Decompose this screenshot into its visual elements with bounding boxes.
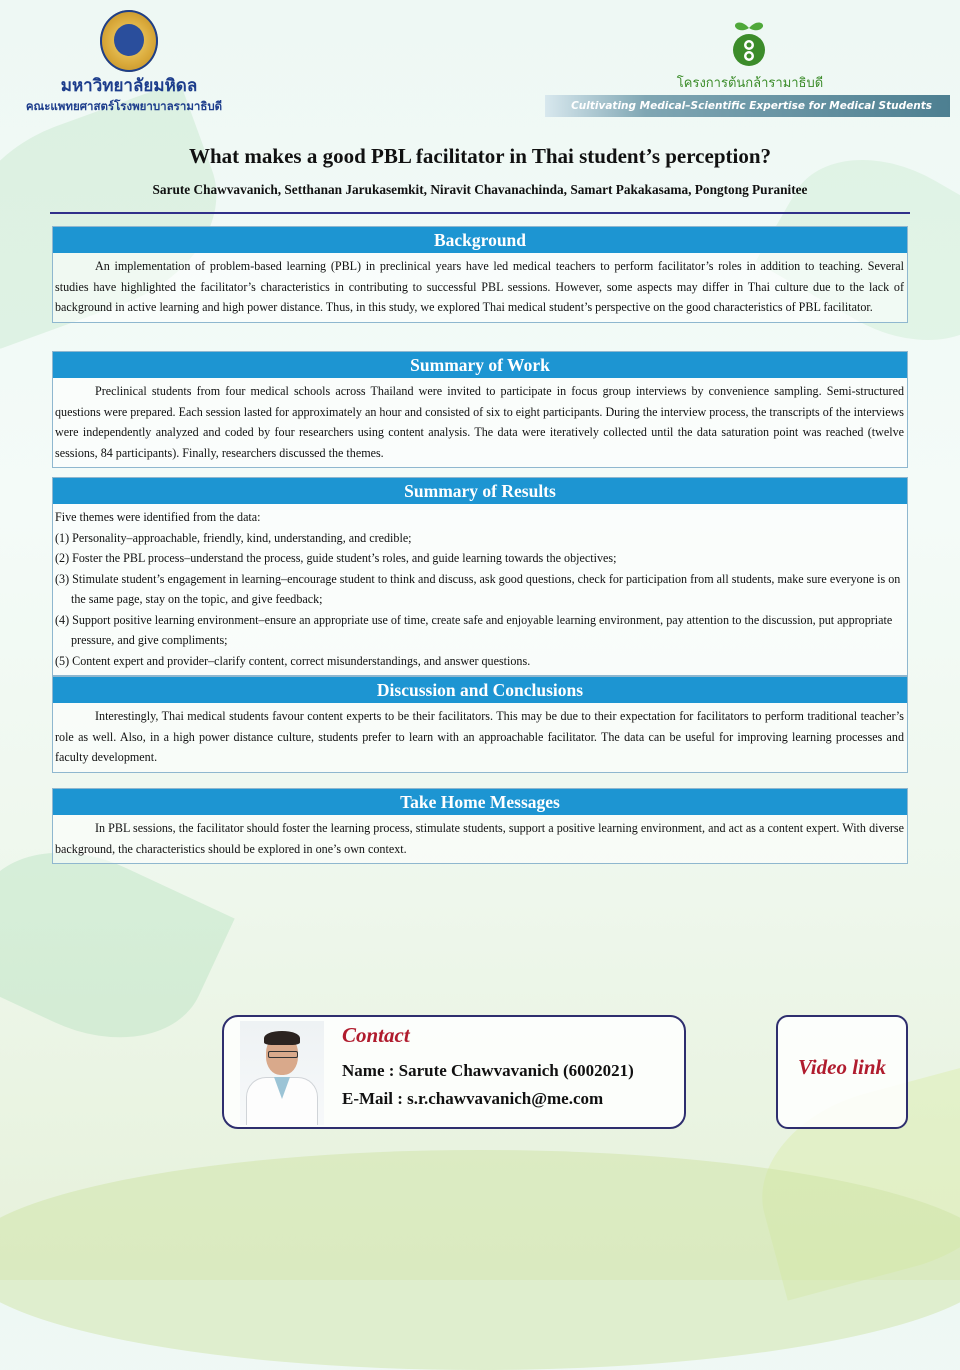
section-heading: Discussion and Conclusions <box>53 677 907 703</box>
section-body <box>53 815 907 863</box>
take-home-section <box>52 788 908 864</box>
list-item: (1) Personality–approachable, friendly, kind, understanding, and credible; <box>55 530 412 545</box>
results-intro: Five themes were identified from the data: <box>55 510 261 524</box>
contact-card <box>222 1015 686 1129</box>
summary-of-results-section <box>52 477 908 676</box>
author-list: Sarute Chawvavanich, Setthanan Jarukasemkit, Niravit Chavanachinda, Samart Pakakasama, Pongtong Puranitee <box>152 182 808 197</box>
poster-header <box>0 0 960 130</box>
university-name: มหาวิทยาลัยมหิดล <box>60 76 198 96</box>
list-item: (3) Stimulate student’s engagement in learning–encourage student to think and discuss, ask good questions, check for participation from all students, make sure everyone is on the same page, stay on the topic, and give feedback; <box>55 571 901 606</box>
contact-heading: Contact <box>342 1023 410 1047</box>
section-heading: Background <box>53 227 907 253</box>
discussion-text: Interestingly, Thai medical students favour content experts to be their facilitators. This may be due to their expectation for facilitators to perform traditional teacher’s role as well. Also, in a high power distance culture, students prefer to learn with an approachable facilitator. The data can be useful for improving learning processes and faculty development. <box>55 709 904 764</box>
faculty-name: คณะแพทยศาสตร์โรงพยาบาลรามาธิบดี <box>25 99 223 113</box>
section-body <box>53 703 907 772</box>
video-link-card[interactable] <box>776 1015 908 1129</box>
university-seal-icon <box>100 10 158 72</box>
list-item: (5) Content expert and provider–clarify content, correct misunderstandings, and answer questions. <box>55 653 531 668</box>
video-link[interactable]: Video link <box>797 1055 887 1079</box>
project-name: โครงการต้นกล้ารามาธิบดี <box>676 76 824 91</box>
sprout-logo-icon <box>726 14 772 76</box>
summary-of-work-text: Preclinical students from four medical schools across Thailand were invited to participate in focus group interviews by convenience sampling. Semi-structured questions were prepared. Each session lasted for approximately an hour and consisted of six to eight participants. During the interview process, the transcripts of the interviews were independently analyzed and coded by four researchers using content analysis. The data were iteratively collected until the data saturation point was reached (twelve sessions, 84 participants). Finally, researchers discussed the themes. <box>55 384 905 460</box>
author-photo <box>240 1021 324 1125</box>
discussion-section <box>52 676 908 773</box>
contact-name: Name : Sarute Chawvavanich (6002021) <box>342 1061 634 1080</box>
section-heading: Take Home Messages <box>53 789 907 815</box>
contact-email[interactable]: E-Mail : s.r.chawvavanich@me.com <box>342 1089 604 1108</box>
list-item: (2) Foster the PBL process–understand the process, guide student’s roles, and guide learning towards the objectives; <box>55 551 617 565</box>
background-section <box>52 226 908 323</box>
summary-of-work-section <box>52 351 908 468</box>
section-body <box>53 253 907 322</box>
section-body <box>53 504 907 675</box>
tagline-banner: Cultivating Medical–Scientific Expertise for Medical Students <box>545 95 950 117</box>
results-list <box>55 528 904 672</box>
list-item: (4) Support positive learning environment–ensure an appropriate use of time, create safe and enjoyable learning environment, pay attention to the discussion, put appropriate pressure, and give compliments; <box>55 612 893 647</box>
title-divider <box>50 212 910 214</box>
poster-title: What makes a good PBL facilitator in Thai student’s perception? <box>188 144 772 168</box>
section-heading: Summary of Results <box>53 478 907 504</box>
background-text: An implementation of problem-based learning (PBL) in preclinical years have led medical teachers to perform facilitator’s roles in addition to teaching. Several studies have highlighted the facilitator’s characteristics in contributing to successful PBL sessions. However, some aspects may differ in Thai culture due to the lack of background in active learning and high power distance. Thus, in this study, we explored Thai medical student’s perspective on the good characteristics of PBL facilitator. <box>55 259 904 314</box>
section-heading: Summary of Work <box>53 352 907 378</box>
section-body <box>53 378 907 467</box>
take-home-text: In PBL sessions, the facilitator should foster the learning process, stimulate students, support a positive learning environment, and act as a content expert. With diverse background, the characteristics should be explored in one’s own context. <box>55 821 904 856</box>
